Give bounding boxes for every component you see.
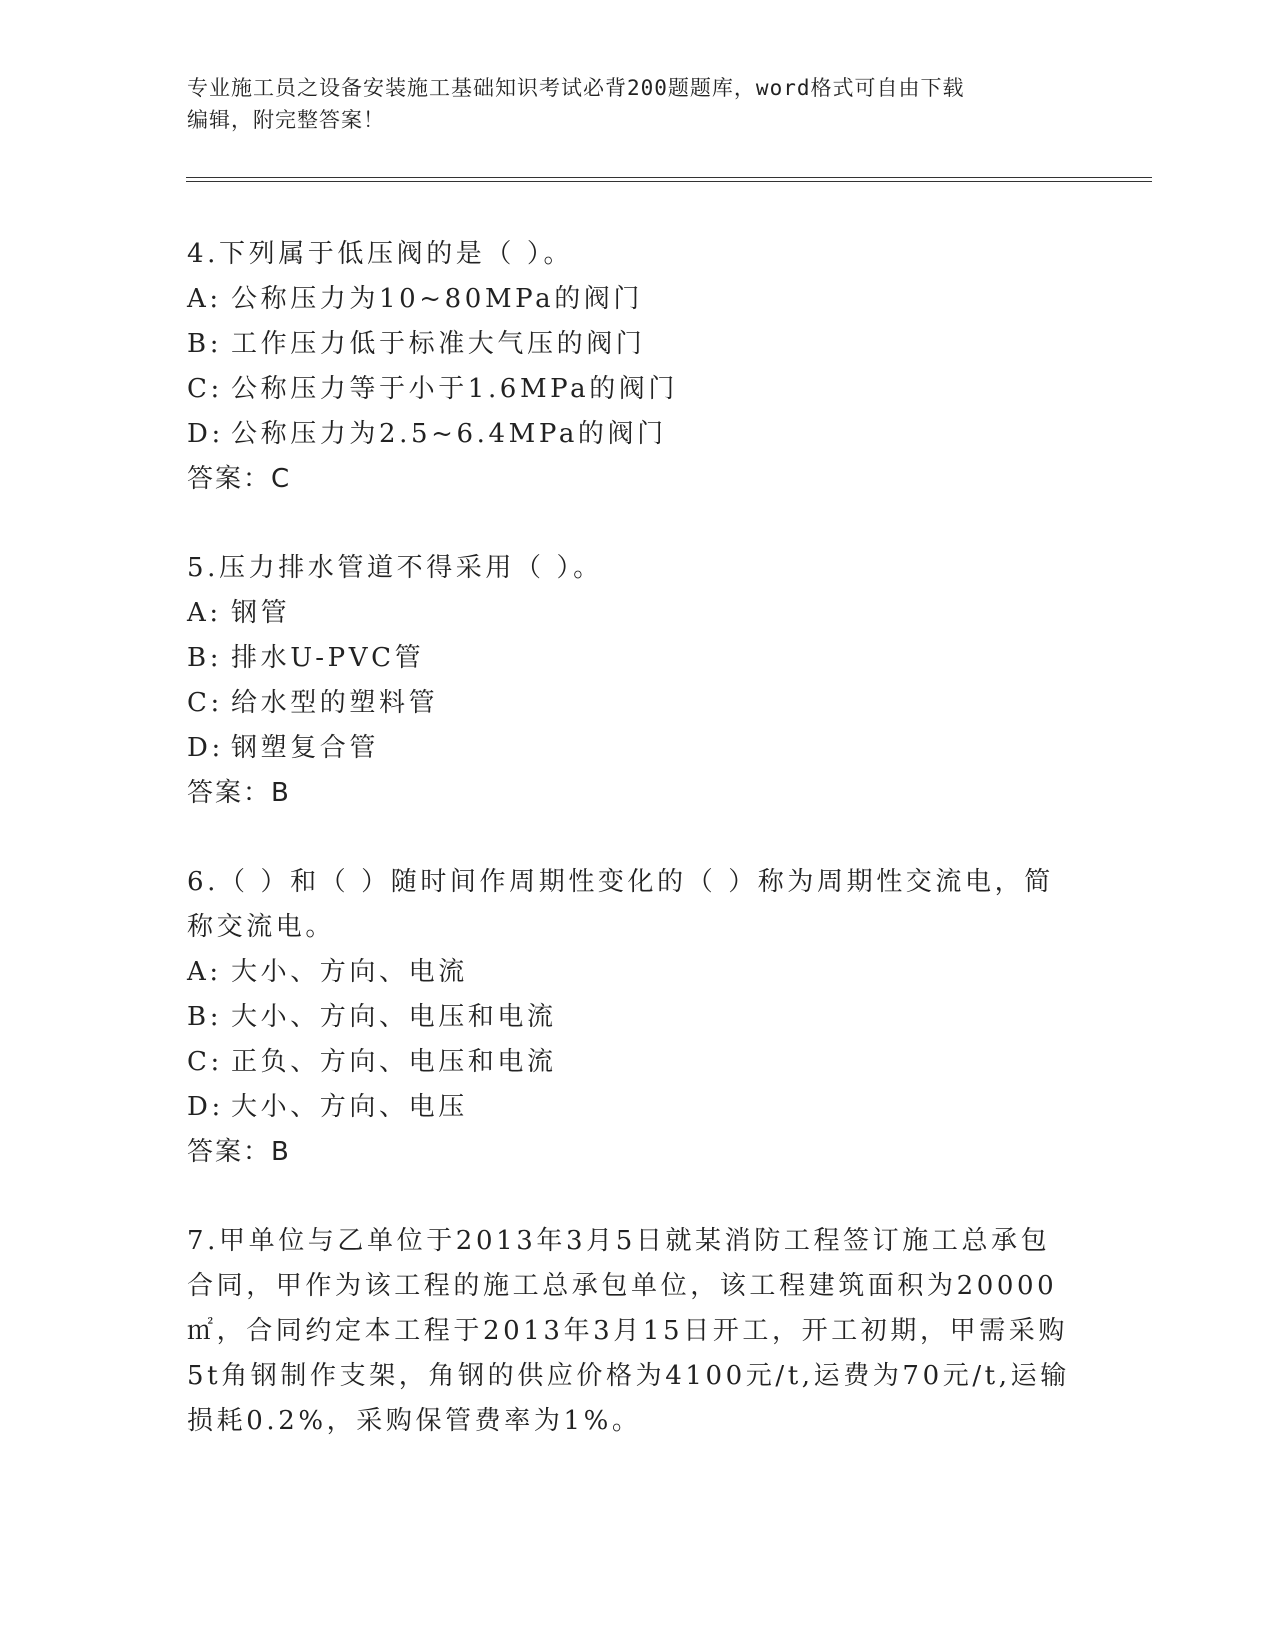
option-text: 正负、方向、电压和电流 <box>231 1047 557 1077</box>
option-text: 钢管 <box>231 598 291 628</box>
option-letter: C: <box>187 688 223 718</box>
option-d <box>187 726 1077 771</box>
question-6 <box>187 860 1077 1175</box>
option-letter: B: <box>187 329 223 359</box>
header-divider <box>186 177 1152 182</box>
option-text: 大小、方向、电压 <box>231 1092 468 1122</box>
question-5 <box>187 546 1077 816</box>
option-text: 公称压力为10~80MPa的阀门 <box>231 284 644 314</box>
option-text: 排水U-PVC管 <box>231 643 425 673</box>
option-a <box>187 277 1077 322</box>
option-a <box>187 950 1077 995</box>
option-letter: D: <box>187 419 224 449</box>
question-stem: 7.甲单位与乙单位于2013年3月5日就某消防工程签订施工总承包合同，甲作为该工程的施工总承包单位，该工程建筑面积为20000㎡，合同约定本工程于2013年3月15日开工，开工初期，甲需采购5t角钢制作支架，角钢的供应价格为4100元/t,运费为70元/t,运输损耗0.2%，采购保管费率为1%。 <box>187 1226 1070 1436</box>
answer-line: 答案：C <box>187 464 292 494</box>
option-text: 给水型的塑料管 <box>231 688 439 718</box>
answer-line: 答案：B <box>187 778 291 808</box>
option-letter: A: <box>187 284 222 314</box>
option-letter: D: <box>187 733 224 763</box>
document-header <box>187 72 1067 136</box>
option-text: 公称压力为2.5~6.4MPa的阀门 <box>231 419 667 449</box>
question-stem: 6.（ ）和（ ）随时间作周期性变化的（ ）称为周期性交流电，简称交流电。 <box>187 867 1054 942</box>
option-d <box>187 412 1077 457</box>
option-text: 公称压力等于小于1.6MPa的阀门 <box>231 374 678 404</box>
option-b <box>187 636 1077 681</box>
option-text: 工作压力低于标准大气压的阀门 <box>231 329 646 359</box>
option-letter: C: <box>187 1047 223 1077</box>
option-letter: B: <box>187 1002 223 1032</box>
option-text: 大小、方向、电压和电流 <box>231 1002 557 1032</box>
option-b <box>187 995 1077 1040</box>
question-stem: 4.下列属于低压阀的是（ ）。 <box>187 239 574 269</box>
question-4 <box>187 232 1077 502</box>
option-text: 大小、方向、电流 <box>231 957 468 987</box>
header-title-line-2: 编辑，附完整答案！ <box>187 108 385 132</box>
question-list <box>187 232 1077 1488</box>
header-title-line-1: 专业施工员之设备安装施工基础知识考试必背200题题库，word格式可自由下载 <box>187 76 965 100</box>
question-7 <box>187 1219 1077 1444</box>
option-letter: D: <box>187 1092 224 1122</box>
option-c <box>187 1040 1077 1085</box>
option-letter: C: <box>187 374 223 404</box>
option-a <box>187 591 1077 636</box>
option-letter: A: <box>187 598 222 628</box>
answer-line: 答案：B <box>187 1137 291 1167</box>
question-stem: 5.压力排水管道不得采用（ ）。 <box>187 553 603 583</box>
option-letter: A: <box>187 957 222 987</box>
option-b <box>187 322 1077 367</box>
option-c <box>187 681 1077 726</box>
option-c <box>187 367 1077 412</box>
option-letter: B: <box>187 643 223 673</box>
option-text: 钢塑复合管 <box>231 733 380 763</box>
option-d <box>187 1085 1077 1130</box>
